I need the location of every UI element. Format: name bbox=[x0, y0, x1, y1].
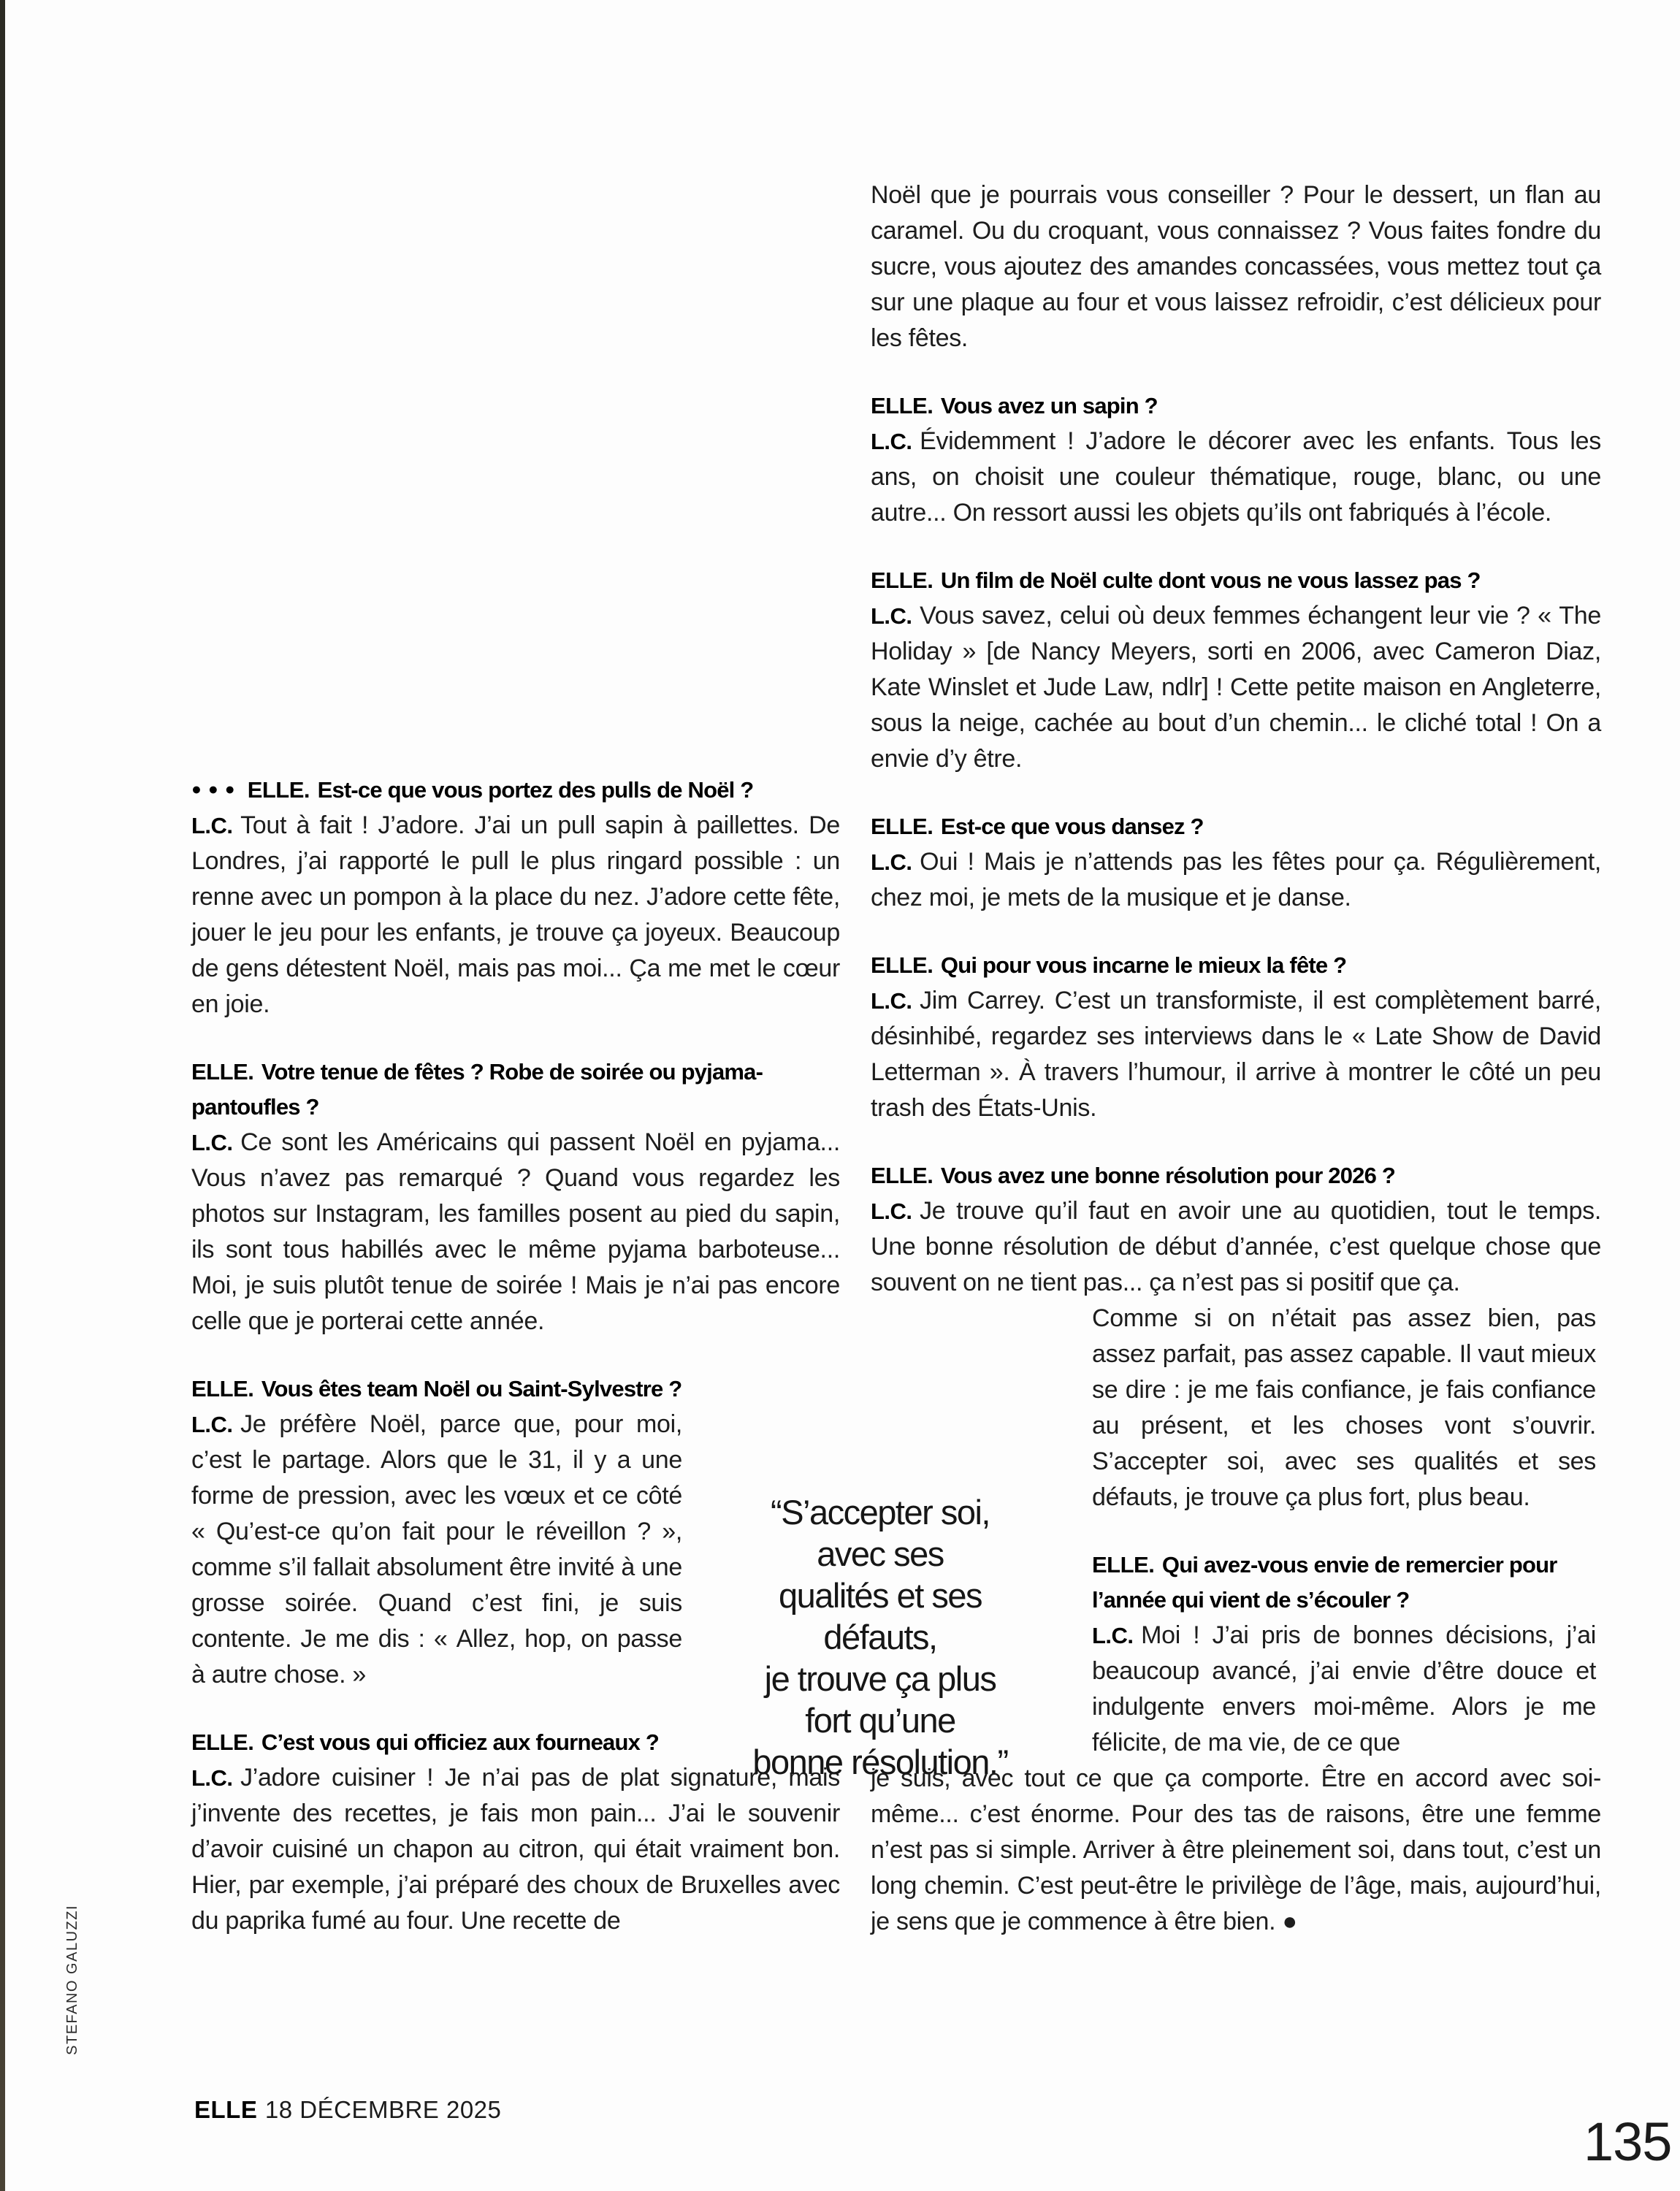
question-paragraph bbox=[871, 948, 1601, 983]
question-paragraph bbox=[191, 1725, 682, 1760]
pull-quote-line: avec ses bbox=[817, 1534, 944, 1573]
interviewee-label: L.C. bbox=[871, 849, 912, 875]
answer-paragraph bbox=[191, 1407, 682, 1693]
pull-quote-line: bonne résolution.” bbox=[752, 1743, 1008, 1781]
answer-text: je suis, avec tout ce que ça comporte. Être en accord avec soi-même... c’est énorme. Pour des tas de raisons, être une femme n’est pas si simple. Arriver à être pleinement soi, dans tout, c’est un long chemin. C’est peut-être le privilège de l’âge, mais, aujourd’hui, je sens que je commence à être bien. ● bbox=[871, 1764, 1601, 1935]
footer-date: 18 DÉCEMBRE 2025 bbox=[264, 2096, 502, 2123]
question-paragraph bbox=[1092, 1548, 1596, 1618]
question-text: Un film de Noël culte dont vous ne vous lassez pas ? bbox=[940, 567, 1481, 593]
answer-paragraph bbox=[191, 808, 840, 1022]
question-paragraph bbox=[191, 771, 840, 808]
interviewer-label: ELLE. bbox=[1092, 1552, 1155, 1578]
interviewee-label: L.C. bbox=[871, 429, 912, 454]
question-text: Vous avez un sapin ? bbox=[940, 393, 1158, 418]
answer-paragraph bbox=[871, 983, 1601, 1126]
answer-text: Moi ! J’ai pris de bonnes décisions, j’ai beaucoup avancé, j’ai envie d’être douce et indulgente envers moi-même. Alors je me félicite, de ma vie, de ce que bbox=[1092, 1621, 1596, 1756]
answer-paragraph bbox=[191, 1760, 840, 1939]
answer-paragraph bbox=[871, 1193, 1601, 1301]
answer-paragraph bbox=[1092, 1618, 1596, 1761]
interviewee-label: L.C. bbox=[191, 813, 233, 838]
question-paragraph bbox=[191, 1055, 840, 1125]
answer-continuation bbox=[871, 1761, 1601, 1940]
interviewer-label: ELLE. bbox=[871, 952, 933, 978]
interviewer-label: ELLE. bbox=[247, 777, 310, 803]
question-text: Vous avez une bonne résolution pour 2026 ? bbox=[940, 1163, 1395, 1188]
question-paragraph bbox=[871, 389, 1601, 424]
question-paragraph bbox=[871, 563, 1601, 598]
interviewee-label: L.C. bbox=[191, 1130, 233, 1155]
question-text: Qui avez-vous envie de remercier pour l’année qui vient de s’écouler ? bbox=[1092, 1552, 1557, 1613]
right-column bbox=[871, 177, 1601, 1940]
answer-paragraph bbox=[871, 424, 1601, 531]
interviewer-label: ELLE. bbox=[871, 1163, 933, 1188]
answer-text: Je préfère Noël, parce que, pour moi, c’est le partage. Alors que le 31, il y a une forme de pression, avec les vœux et ce côté « Qu’est-ce qu’on fait pour le réveillon ? », comme s’il fallait absolument être invité à une grosse soirée. Quand c’est fini, je suis contente. Je me dis : « Allez, hop, on passe à autre chose. » bbox=[191, 1410, 682, 1689]
answer-text: Tout à fait ! J’adore. J’ai un pull sapin à paillettes. De Londres, j’ai rapporté le pull le plus ringard possible : un renne avec un pompon à la place du nez. J’adore cette fête, jouer le jeu pour les enfants, je trouve ça joyeux. Beaucoup de gens détestent Noël, mais pas moi... Ça me met le cœur en joie. bbox=[191, 811, 840, 1018]
interviewee-label: L.C. bbox=[1092, 1623, 1134, 1648]
interviewee-label: L.C. bbox=[191, 1412, 233, 1437]
photo-credit: STEFANO GALUZZI bbox=[64, 1905, 80, 2055]
interviewee-label: L.C. bbox=[871, 603, 912, 629]
answer-paragraph bbox=[191, 1125, 840, 1339]
answer-text: Comme si on n’était pas assez bien, pas assez parfait, pas assez capable. Il vaut mieux se dire : je me fais confiance, je fais confiance au présent, et les choses vont s’ouvrir. S’accepter soi, avec ses qualités et ses défauts, je trouve ça plus fort, plus beau. bbox=[1092, 1304, 1596, 1511]
lead-bullets: ●●● bbox=[191, 779, 242, 798]
interviewer-label: ELLE. bbox=[191, 1376, 254, 1402]
pull-quote-line: défauts, bbox=[823, 1618, 937, 1656]
interviewer-label: ELLE. bbox=[191, 1729, 254, 1755]
answer-continuation bbox=[871, 177, 1601, 356]
interviewer-label: ELLE. bbox=[871, 567, 933, 593]
interviewer-label: ELLE. bbox=[871, 393, 933, 418]
answer-text: Ce sont les Américains qui passent Noël en pyjama... Vous n’avez pas remarqué ? Quand vous regardez les photos sur Instagram, les familles posent au pied du sapin, ils sont tous habillés avec le même pyjama barboteuse... Moi, je suis plutôt tenue de soirée ! Mais je n’ai pas encore celle que je porterai cette année. bbox=[191, 1128, 840, 1335]
pull-quote-line: je trouve ça plus bbox=[764, 1659, 996, 1698]
pull-quote-line: “S’accepter soi, bbox=[771, 1493, 990, 1532]
footer-issue-info bbox=[194, 2096, 501, 2124]
question-text: Votre tenue de fêtes ? Robe de soirée ou pyjama-pantoufles ? bbox=[191, 1059, 763, 1120]
interviewee-label: L.C. bbox=[191, 1765, 233, 1791]
interviewee-label: L.C. bbox=[871, 988, 912, 1014]
question-text: Est-ce que vous portez des pulls de Noël ? bbox=[317, 777, 754, 803]
interviewer-label: ELLE. bbox=[191, 1059, 254, 1085]
question-text: Est-ce que vous dansez ? bbox=[940, 814, 1204, 839]
answer-text: J’adore cuisiner ! Je n’ai pas de plat signature, mais j’invente des recettes, je fais mon pain... J’ai le souvenir d’avoir cuisiné un chapon au citron, qui était vraiment bon. Hier, par exemple, j’ai préparé des choux de Bruxelles avec du paprika fumé au four. Une recette de bbox=[191, 1764, 840, 1935]
answer-text: Jim Carrey. C’est un transformiste, il est complètement barré, désinhibé, regardez ses interviews dans le « Late Show de David Letterman ». À travers l’humour, il arrive à montrer le côté un peu trash des États-Unis. bbox=[871, 987, 1601, 1122]
question-paragraph bbox=[871, 809, 1601, 844]
question-text: C’est vous qui officiez aux fourneaux ? bbox=[261, 1729, 659, 1755]
question-paragraph bbox=[871, 1158, 1601, 1193]
page-edge-strip bbox=[0, 0, 5, 2191]
interviewer-label: ELLE. bbox=[871, 814, 933, 839]
answer-paragraph bbox=[871, 844, 1601, 916]
answer-text: Je trouve qu’il faut en avoir une au quotidien, tout le temps. Une bonne résolution de début d’année, c’est quelque chose que souvent on ne tient pas... ça n’est pas si positif que ça. bbox=[871, 1197, 1601, 1296]
answer-continuation bbox=[1092, 1301, 1596, 1515]
answer-text: Vous savez, celui où deux femmes échangent leur vie ? « The Holiday » [de Nancy Meyers, sorti en 2006, avec Cameron Diaz, Kate Winslet et Jude Law, ndlr] ! Cette petite maison en Angleterre, sous la neige, cachée au bout d’un chemin... le cliché total ! On a envie d’y être. bbox=[871, 602, 1601, 773]
question-text: Vous êtes team Noël ou Saint-Sylvestre ? bbox=[261, 1376, 682, 1402]
answer-text: Noël que je pourrais vous conseiller ? Pour le dessert, un flan au caramel. Ou du croquant, vous connaissez ? Vous faites fondre du sucre, vous ajoutez des amandes concassées, vous mettez tout ça sur une plaque au four et vous laissez refroidir, c’est délicieux pour les fêtes. bbox=[871, 181, 1601, 352]
pull-quote-line: fort qu’une bbox=[805, 1701, 955, 1740]
answer-text: Évidemment ! J’adore le décorer avec les enfants. Tous les ans, on choisit une couleur thématique, rouge, blanc, ou une autre... On ressort aussi les objets qu’ils ont fabriqués à l’école. bbox=[871, 427, 1601, 527]
question-text: Qui pour vous incarne le mieux la fête ? bbox=[940, 952, 1347, 978]
answer-paragraph bbox=[871, 598, 1601, 777]
question-paragraph bbox=[191, 1372, 682, 1407]
pull-quote-line: qualités et ses bbox=[779, 1576, 982, 1615]
page-number: 135 bbox=[1584, 2111, 1672, 2172]
footer-brand: ELLE bbox=[194, 2096, 258, 2123]
answer-text: Oui ! Mais je n’attends pas les fêtes pour ça. Régulièrement, chez moi, je mets de la musique et je danse. bbox=[871, 848, 1601, 911]
interviewee-label: L.C. bbox=[871, 1198, 912, 1224]
